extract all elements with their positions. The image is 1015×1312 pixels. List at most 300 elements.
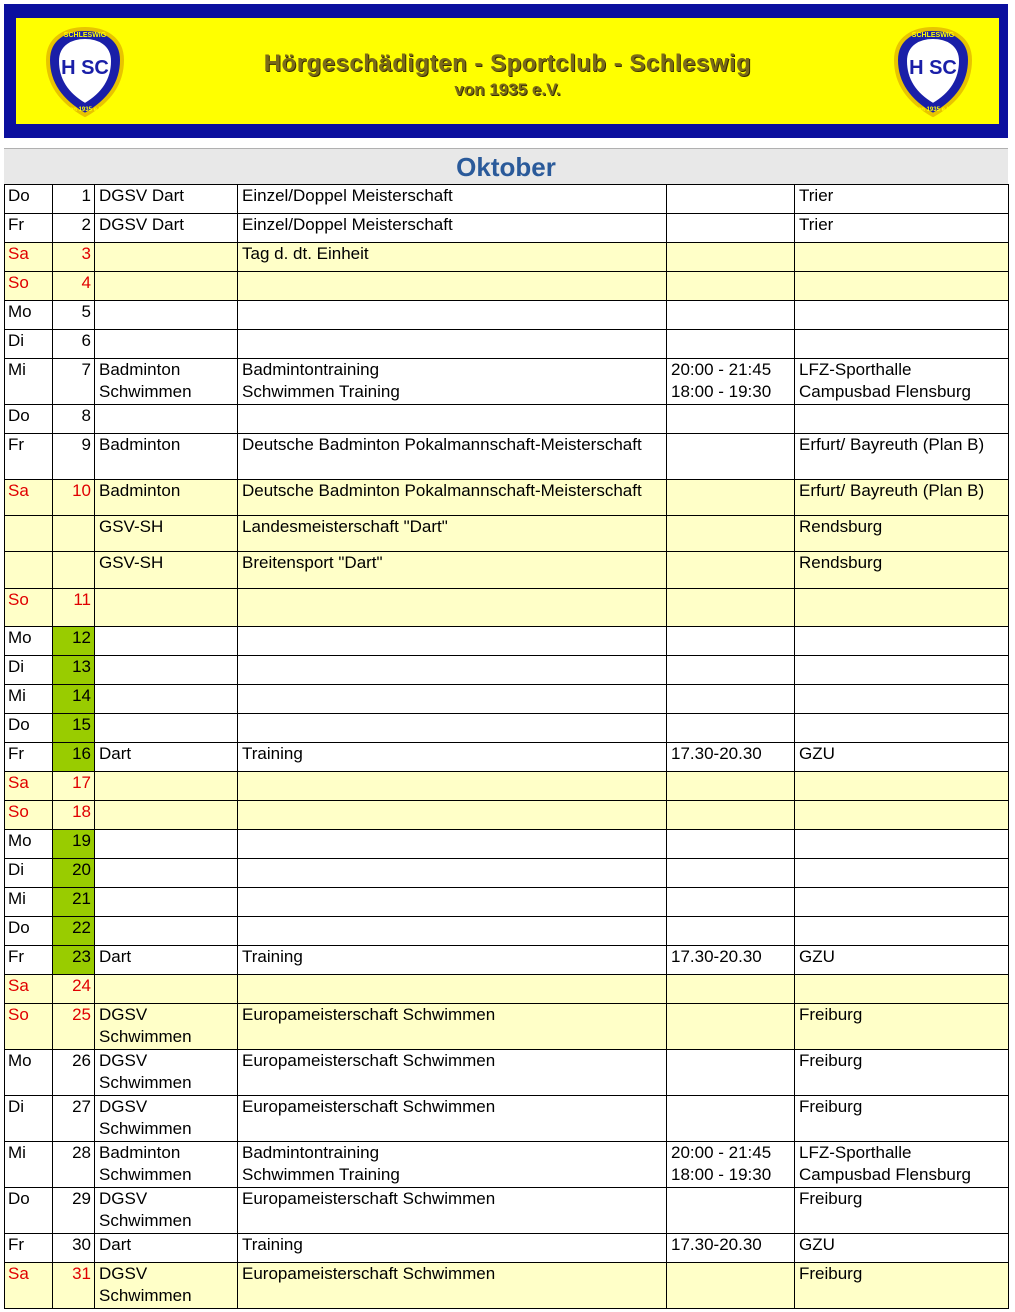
- place-cell-line: Freiburg: [799, 1264, 863, 1283]
- event-cell-line: Tag d. dt. Einheit: [242, 244, 369, 263]
- calendar-row: [5, 1050, 1009, 1096]
- event-cell-line: Training: [242, 744, 303, 763]
- calendar-row: [5, 480, 1009, 516]
- club-logo-right: [890, 26, 976, 118]
- calendar-row: [5, 434, 1009, 480]
- date-cell: 17: [53, 772, 95, 801]
- time-cell: [667, 1263, 795, 1309]
- event-cell: [238, 1096, 667, 1142]
- weekday-cell: So: [5, 589, 53, 627]
- event-cell: [238, 185, 667, 214]
- category-cell-line: Badminton: [99, 435, 181, 454]
- time-cell: [667, 1234, 795, 1263]
- date-cell: 1: [53, 185, 95, 214]
- time-cell: [667, 405, 795, 434]
- time-cell: [667, 656, 795, 685]
- category-cell: [95, 801, 238, 830]
- category-cell: [95, 888, 238, 917]
- weekday-cell: Sa: [5, 975, 53, 1004]
- category-cell: [95, 772, 238, 801]
- event-cell: [238, 888, 667, 917]
- time-cell: [667, 1142, 795, 1188]
- date-cell: 2: [53, 214, 95, 243]
- date-cell: 23: [53, 946, 95, 975]
- category-cell: [95, 1142, 238, 1188]
- event-cell-line: Deutsche Badminton Pokalmannschaft-Meisterschaft: [242, 481, 642, 500]
- category-cell: [95, 516, 238, 552]
- category-cell-line: Schwimmen: [99, 1286, 192, 1305]
- time-cell: [667, 772, 795, 801]
- event-cell: [238, 917, 667, 946]
- event-cell-line: Europameisterschaft Schwimmen: [242, 1005, 496, 1024]
- category-cell: [95, 405, 238, 434]
- weekday-cell: So: [5, 801, 53, 830]
- date-cell: 21: [53, 888, 95, 917]
- place-cell-line: Campusbad Flensburg: [799, 382, 971, 401]
- category-cell: [95, 243, 238, 272]
- place-cell: [795, 516, 1009, 552]
- place-cell: [795, 1004, 1009, 1050]
- event-cell-line: Training: [242, 947, 303, 966]
- place-cell-line: Erfurt/ Bayreuth (Plan B): [799, 435, 985, 454]
- calendar-row: [5, 1096, 1009, 1142]
- category-cell-line: Schwimmen: [99, 1073, 192, 1092]
- weekday-cell: Fr: [5, 434, 53, 480]
- weekday-cell: Fr: [5, 946, 53, 975]
- date-cell: 10: [53, 480, 95, 516]
- weekday-cell: Sa: [5, 1263, 53, 1309]
- category-cell: [95, 589, 238, 627]
- event-cell: [238, 589, 667, 627]
- category-cell-line: Schwimmen: [99, 1211, 192, 1230]
- category-cell-line: Badminton: [99, 1143, 181, 1162]
- time-cell: [667, 516, 795, 552]
- weekday-cell: Di: [5, 1096, 53, 1142]
- place-cell: [795, 552, 1009, 589]
- event-cell: [238, 552, 667, 589]
- category-cell: [95, 1050, 238, 1096]
- logo-top-text: SCHLESWIG: [911, 32, 955, 39]
- date-cell: 11: [53, 589, 95, 627]
- event-cell-line: Badmintontraining: [242, 360, 380, 379]
- time-cell: [667, 185, 795, 214]
- weekday-cell: Sa: [5, 480, 53, 516]
- time-cell-line: 20:00 - 21:45: [671, 360, 772, 379]
- date-cell: 13: [53, 656, 95, 685]
- event-cell: [238, 1004, 667, 1050]
- place-cell: [795, 946, 1009, 975]
- time-cell: [667, 214, 795, 243]
- place-cell: [795, 480, 1009, 516]
- calendar-row: [5, 552, 1009, 589]
- calendar-row: [5, 830, 1009, 859]
- date-cell: 28: [53, 1142, 95, 1188]
- logo-bottom-text: von 1935 e.V.: [914, 107, 952, 113]
- category-cell: [95, 272, 238, 301]
- event-cell: [238, 434, 667, 480]
- calendar-row: [5, 714, 1009, 743]
- place-cell-line: Freiburg: [799, 1189, 863, 1208]
- calendar-row: [5, 975, 1009, 1004]
- category-cell: [95, 552, 238, 589]
- weekday-cell: [5, 552, 53, 589]
- category-cell: [95, 1263, 238, 1309]
- weekday-cell: Do: [5, 917, 53, 946]
- category-cell-line: DGSV: [99, 1005, 148, 1024]
- weekday-cell: Mo: [5, 627, 53, 656]
- calendar-row: [5, 917, 1009, 946]
- calendar-row: [5, 772, 1009, 801]
- category-cell: [95, 1004, 238, 1050]
- date-cell: 12: [53, 627, 95, 656]
- time-cell: [667, 801, 795, 830]
- weekday-cell: Mi: [5, 359, 53, 405]
- date-cell: 20: [53, 859, 95, 888]
- event-cell: [238, 243, 667, 272]
- category-cell: [95, 714, 238, 743]
- calendar-row: [5, 214, 1009, 243]
- date-cell: 18: [53, 801, 95, 830]
- place-cell: [795, 975, 1009, 1004]
- place-cell: [795, 772, 1009, 801]
- event-cell: [238, 801, 667, 830]
- calendar-row: [5, 330, 1009, 359]
- weekday-cell: Di: [5, 859, 53, 888]
- category-cell: [95, 1096, 238, 1142]
- category-cell: [95, 627, 238, 656]
- time-cell: [667, 743, 795, 772]
- weekday-cell: So: [5, 272, 53, 301]
- event-cell: [238, 405, 667, 434]
- category-cell: [95, 656, 238, 685]
- category-cell-line: Badminton: [99, 481, 181, 500]
- club-header-banner: [16, 18, 999, 124]
- weekday-cell: Mi: [5, 1142, 53, 1188]
- date-cell: 19: [53, 830, 95, 859]
- place-cell: [795, 185, 1009, 214]
- event-cell: [238, 946, 667, 975]
- time-cell: [667, 359, 795, 405]
- calendar-row: [5, 946, 1009, 975]
- category-cell: [95, 917, 238, 946]
- event-cell-line: Einzel/Doppel Meisterschaft: [242, 215, 453, 234]
- time-cell: [667, 975, 795, 1004]
- time-cell: [667, 552, 795, 589]
- weekday-cell: Fr: [5, 214, 53, 243]
- event-cell-line: Breitensport "Dart": [242, 553, 383, 572]
- place-cell: [795, 359, 1009, 405]
- date-cell: 29: [53, 1188, 95, 1234]
- calendar-row: [5, 1263, 1009, 1309]
- logo-top-text: SCHLESWIG: [63, 32, 107, 39]
- date-cell: 8: [53, 405, 95, 434]
- event-cell-line: Europameisterschaft Schwimmen: [242, 1189, 496, 1208]
- place-cell: [795, 917, 1009, 946]
- category-cell: [95, 330, 238, 359]
- category-cell-line: DGSV Dart: [99, 215, 185, 234]
- event-cell: [238, 1050, 667, 1096]
- weekday-cell: Do: [5, 1188, 53, 1234]
- weekday-cell: Sa: [5, 243, 53, 272]
- category-cell: [95, 743, 238, 772]
- calendar-row: [5, 243, 1009, 272]
- time-cell: [667, 627, 795, 656]
- time-cell: [667, 859, 795, 888]
- place-cell: [795, 685, 1009, 714]
- event-cell: [238, 301, 667, 330]
- time-cell: [667, 480, 795, 516]
- event-cell: [238, 714, 667, 743]
- time-cell: [667, 589, 795, 627]
- event-cell: [238, 685, 667, 714]
- weekday-cell: Mo: [5, 830, 53, 859]
- place-cell: [795, 888, 1009, 917]
- weekday-cell: Fr: [5, 743, 53, 772]
- event-cell-line: Europameisterschaft Schwimmen: [242, 1264, 496, 1283]
- event-cell: [238, 1234, 667, 1263]
- place-cell: [795, 1188, 1009, 1234]
- category-cell-line: DGSV: [99, 1097, 148, 1116]
- time-cell-line: 17.30-20.30: [671, 1235, 762, 1254]
- place-cell-line: GZU: [799, 947, 835, 966]
- category-cell-line: Badminton: [99, 360, 181, 379]
- logo-letters: H SC: [909, 57, 957, 79]
- calendar-row: [5, 185, 1009, 214]
- category-cell: [95, 434, 238, 480]
- category-cell-line: GSV-SH: [99, 517, 164, 536]
- place-cell: [795, 214, 1009, 243]
- calendar-row: [5, 516, 1009, 552]
- category-cell-line: Schwimmen: [99, 1165, 192, 1184]
- event-cell: [238, 859, 667, 888]
- place-cell: [795, 1234, 1009, 1263]
- place-cell: [795, 434, 1009, 480]
- time-cell: [667, 301, 795, 330]
- category-cell-line: DGSV Dart: [99, 186, 185, 205]
- place-cell-line: Rendsburg: [799, 517, 883, 536]
- time-cell-line: 18:00 - 19:30: [671, 382, 772, 401]
- time-cell: [667, 1188, 795, 1234]
- calendar-row: [5, 627, 1009, 656]
- category-cell-line: DGSV: [99, 1051, 148, 1070]
- place-cell-line: Erfurt/ Bayreuth (Plan B): [799, 481, 985, 500]
- place-cell-line: Freiburg: [799, 1051, 863, 1070]
- time-cell-line: 17.30-20.30: [671, 947, 762, 966]
- category-cell: [95, 859, 238, 888]
- event-cell: [238, 975, 667, 1004]
- category-cell-line: DGSV: [99, 1264, 148, 1283]
- club-subtitle: von 1935 e.V.: [454, 80, 561, 99]
- calendar-row: [5, 272, 1009, 301]
- time-cell: [667, 272, 795, 301]
- time-cell: [667, 830, 795, 859]
- category-cell: [95, 830, 238, 859]
- category-cell: [95, 946, 238, 975]
- date-cell: 30: [53, 1234, 95, 1263]
- logo-letters: H SC: [61, 57, 109, 79]
- category-cell-line: Dart: [99, 1235, 132, 1254]
- place-cell: [795, 1142, 1009, 1188]
- place-cell-line: Freiburg: [799, 1005, 863, 1024]
- place-cell: [795, 272, 1009, 301]
- time-cell: [667, 888, 795, 917]
- weekday-cell: Mi: [5, 888, 53, 917]
- date-cell: 22: [53, 917, 95, 946]
- time-cell: [667, 434, 795, 480]
- weekday-cell: [5, 516, 53, 552]
- event-cell: [238, 772, 667, 801]
- event-cell-line: Einzel/Doppel Meisterschaft: [242, 186, 453, 205]
- place-cell-line: GZU: [799, 1235, 835, 1254]
- calendar-row: [5, 656, 1009, 685]
- calendar-row: [5, 405, 1009, 434]
- date-cell: [53, 552, 95, 589]
- place-cell: [795, 1050, 1009, 1096]
- weekday-cell: Mi: [5, 685, 53, 714]
- weekday-cell: Do: [5, 714, 53, 743]
- event-cell-line: Badmintontraining: [242, 1143, 380, 1162]
- time-cell: [667, 714, 795, 743]
- place-cell: [795, 330, 1009, 359]
- calendar-row: [5, 1004, 1009, 1050]
- weekday-cell: So: [5, 1004, 53, 1050]
- category-cell-line: Dart: [99, 744, 132, 763]
- category-cell-line: DGSV: [99, 1189, 148, 1208]
- date-cell: 15: [53, 714, 95, 743]
- place-cell: [795, 830, 1009, 859]
- place-cell: [795, 243, 1009, 272]
- logo-bottom-text: von 1935 e.V.: [66, 107, 104, 113]
- weekday-cell: Do: [5, 185, 53, 214]
- event-cell-line: Europameisterschaft Schwimmen: [242, 1051, 496, 1070]
- category-cell: [95, 480, 238, 516]
- event-cell-line: Training: [242, 1235, 303, 1254]
- date-cell: 5: [53, 301, 95, 330]
- weekday-cell: Di: [5, 330, 53, 359]
- place-cell: [795, 405, 1009, 434]
- event-cell-line: Deutsche Badminton Pokalmannschaft-Meisterschaft: [242, 435, 642, 454]
- event-cell-line: Schwimmen Training: [242, 1165, 400, 1184]
- calendar-row: [5, 1142, 1009, 1188]
- place-cell-line: GZU: [799, 744, 835, 763]
- weekday-cell: Mo: [5, 1050, 53, 1096]
- date-cell: 6: [53, 330, 95, 359]
- time-cell: [667, 243, 795, 272]
- event-cell: [238, 214, 667, 243]
- calendar-row: [5, 589, 1009, 627]
- place-cell: [795, 743, 1009, 772]
- calendar-table: [4, 184, 1009, 1309]
- date-cell: [53, 516, 95, 552]
- weekday-cell: Mo: [5, 301, 53, 330]
- time-cell: [667, 330, 795, 359]
- event-cell: [238, 1188, 667, 1234]
- calendar-row: [5, 743, 1009, 772]
- place-cell-line: Campusbad Flensburg: [799, 1165, 971, 1184]
- place-cell-line: LFZ-Sporthalle: [799, 360, 912, 379]
- date-cell: 3: [53, 243, 95, 272]
- date-cell: 9: [53, 434, 95, 480]
- time-cell-line: 18:00 - 19:30: [671, 1165, 772, 1184]
- date-cell: 14: [53, 685, 95, 714]
- month-title: Oktober: [4, 148, 1008, 184]
- time-cell-line: 20:00 - 21:45: [671, 1143, 772, 1162]
- event-cell: [238, 272, 667, 301]
- event-cell: [238, 627, 667, 656]
- category-cell: [95, 359, 238, 405]
- calendar-body: [5, 185, 1009, 1309]
- place-cell-line: Trier: [799, 186, 834, 205]
- event-cell: [238, 359, 667, 405]
- category-cell: [95, 185, 238, 214]
- category-cell-line: GSV-SH: [99, 553, 164, 572]
- event-cell: [238, 1142, 667, 1188]
- weekday-cell: Do: [5, 405, 53, 434]
- event-cell: [238, 656, 667, 685]
- event-cell-line: Landesmeisterschaft "Dart": [242, 517, 448, 536]
- time-cell: [667, 1096, 795, 1142]
- club-header: [4, 4, 1008, 138]
- place-cell: [795, 859, 1009, 888]
- category-cell-line: Schwimmen: [99, 1027, 192, 1046]
- category-cell-line: Schwimmen: [99, 1119, 192, 1138]
- club-title: Hörgeschädigten - Sportclub - Schleswig: [263, 50, 752, 77]
- event-cell: [238, 743, 667, 772]
- weekday-cell: Di: [5, 656, 53, 685]
- calendar-row: [5, 801, 1009, 830]
- place-cell-line: Rendsburg: [799, 553, 883, 572]
- event-cell-line: Europameisterschaft Schwimmen: [242, 1097, 496, 1116]
- date-cell: 31: [53, 1263, 95, 1309]
- event-cell: [238, 480, 667, 516]
- time-cell-line: 17.30-20.30: [671, 744, 762, 763]
- place-cell-line: Trier: [799, 215, 834, 234]
- category-cell: [95, 214, 238, 243]
- calendar-row: [5, 859, 1009, 888]
- event-cell: [238, 1263, 667, 1309]
- time-cell: [667, 1004, 795, 1050]
- place-cell: [795, 589, 1009, 627]
- calendar-row: [5, 1188, 1009, 1234]
- place-cell: [795, 627, 1009, 656]
- place-cell: [795, 1263, 1009, 1309]
- calendar-row: [5, 301, 1009, 330]
- place-cell: [795, 656, 1009, 685]
- date-cell: 7: [53, 359, 95, 405]
- category-cell-line: Schwimmen: [99, 382, 192, 401]
- calendar-row: [5, 1234, 1009, 1263]
- category-cell: [95, 685, 238, 714]
- event-cell: [238, 516, 667, 552]
- calendar-row: [5, 685, 1009, 714]
- time-cell: [667, 917, 795, 946]
- place-cell: [795, 1096, 1009, 1142]
- time-cell: [667, 1050, 795, 1096]
- time-cell: [667, 946, 795, 975]
- date-cell: 4: [53, 272, 95, 301]
- date-cell: 16: [53, 743, 95, 772]
- date-cell: 24: [53, 975, 95, 1004]
- place-cell: [795, 801, 1009, 830]
- weekday-cell: Sa: [5, 772, 53, 801]
- place-cell-line: Freiburg: [799, 1097, 863, 1116]
- category-cell: [95, 975, 238, 1004]
- place-cell: [795, 714, 1009, 743]
- category-cell: [95, 1188, 238, 1234]
- time-cell: [667, 685, 795, 714]
- place-cell-line: LFZ-Sporthalle: [799, 1143, 912, 1162]
- event-cell-line: Schwimmen Training: [242, 382, 400, 401]
